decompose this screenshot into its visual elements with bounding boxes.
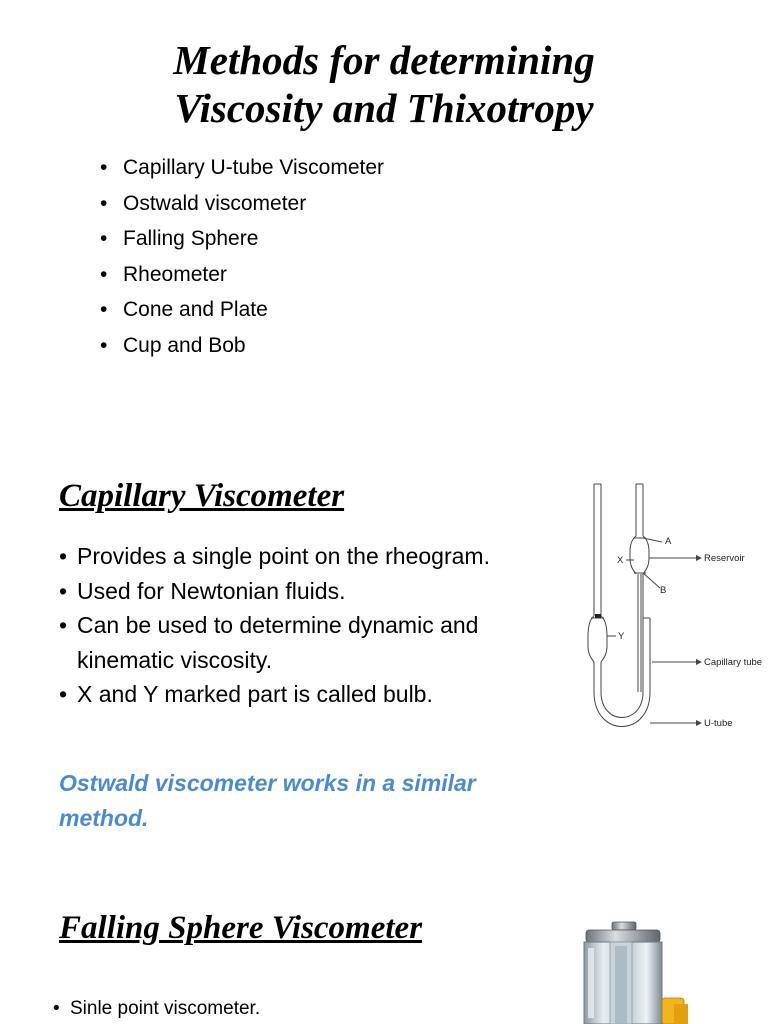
label-b: B [660,585,667,596]
falling-points-list [53,996,260,1022]
ostwald-note: Ostwald viscometer works in a similar method. [59,770,476,831]
capillary-viscometer-heading: Capillary Viscometer [59,478,345,514]
x-bulb-right [643,536,649,574]
capillary-points-list [59,539,559,712]
label-a: A [665,536,672,547]
list-item: • X and Y marked part is called bulb. [59,677,559,712]
y-bulb-left [588,616,594,662]
label-y: Y [618,631,625,642]
list-item: • Capillary U-tube Viscometer [100,150,384,186]
list-item: • Used for Newtonian fluids. [59,574,559,609]
capillary-viscometer-diagram [580,478,768,740]
list-item: • Can be used to determine dynamic and kinematic viscosity. [59,608,559,677]
label-reservoir: Reservoir [704,553,745,564]
list-item: • Cup and Bob [100,328,384,364]
list-item: • Rheometer [100,257,384,293]
falling-sphere-heading: Falling Sphere Viscometer [59,910,423,946]
title-line-1: Methods for determining [173,37,595,83]
list-item: • Falling Sphere [100,221,384,257]
list-item: • Sinle point viscometer. [53,996,260,1022]
list-item: • Ostwald viscometer [100,186,384,222]
title-line-2: Viscosity and Thixotropy [174,85,594,131]
u-tube-inner [601,692,643,718]
label-u-tube: U-tube [704,718,733,729]
page-title [0,36,768,132]
y-bulb-right [601,616,607,662]
methods-list [100,150,384,364]
falling-sphere-viscometer-photo [574,918,704,1024]
list-item: • Provides a single point on the rheogram. [59,539,559,574]
u-tube-outer [594,692,650,727]
label-x: X [617,555,624,566]
x-bulb-left [630,536,636,574]
list-item: • Cone and Plate [100,292,384,328]
label-capillary-tube: Capillary tube [704,657,763,668]
